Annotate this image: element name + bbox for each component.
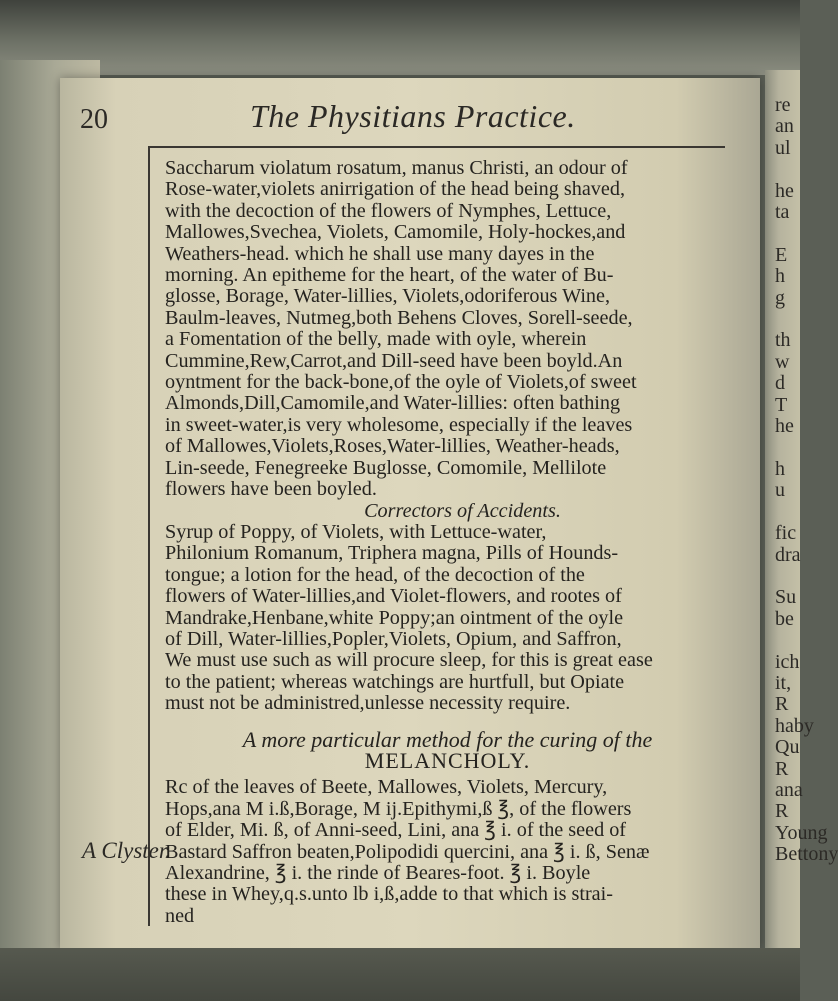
scan-background-top (0, 0, 800, 75)
text-line: Mandrake,Henbane,white Poppy;an ointment of the oyle (165, 606, 624, 629)
text-line: in sweet-water,is very wholesome, especially if the leaves (165, 413, 633, 436)
margin-note: A Clyster. (82, 838, 172, 863)
section-subtitle: MELANCHOLY. (364, 747, 531, 773)
facing-page-text-fragments: re an ul he ta E h g th w d T he h u fic dra Su be ich it, R haby Qu R ana R Young Bettony (775, 94, 838, 866)
subheading-correctors: Correctors of Accidents. (364, 499, 561, 522)
header-rule (150, 146, 725, 148)
text-line: Philonium Romanum, Triphera magna, Pills of Hounds- (165, 542, 619, 565)
text-line: Cummine,Rew,Carrot,and Dill-seed have been boyld.An (165, 349, 623, 372)
text-line: ned (165, 904, 195, 927)
text-line: Bastard Saffron beaten,Polipodidi quercini, ana ℥ i. ß, Senæ (165, 840, 650, 863)
text-line: We must use such as will procure sleep, for this is great ease (165, 649, 653, 672)
text-line: morning. An epitheme for the heart, of the water of Bu- (165, 264, 614, 287)
text-line: flowers of Water-lillies,and Violet-flowers, and rootes of (165, 585, 622, 608)
text-line: must not be administred,unlesse necessity require. (165, 692, 571, 715)
text-line: Mallowes,Svechea, Violets, Camomile, Holy-hockes,and (165, 221, 626, 244)
paragraph-remedies (165, 158, 730, 501)
section-title: A more particular method for the curing of the (242, 726, 653, 752)
text-line: tongue; a lotion for the head, of the decoction of the (165, 563, 585, 586)
running-head: The Physitians Practice. (250, 98, 576, 134)
text-line: of Mallowes,Violets,Roses,Water-lillies, Weather-heads, (165, 435, 620, 458)
scan-background-bottom (0, 948, 800, 1001)
text-line: Baulm-leaves, Nutmeg,both Behens Cloves, Sorell-seede, (165, 306, 633, 329)
text-line: glosse, Borage, Water-lillies, Violets,odoriferous Wine, (165, 285, 611, 308)
body-text (165, 158, 730, 927)
paragraph-correctors (165, 522, 730, 715)
page-number: 20 (80, 104, 108, 135)
text-line: Saccharum violatum rosatum, manus Christi, an odour of (165, 157, 628, 179)
text-line: flowers have been boyled. (165, 478, 377, 501)
text-line: Rc of the leaves of Beete, Mallowes, Violets, Mercury, (165, 776, 608, 799)
text-line: of Elder, Mi. ß, of Anni-seed, Lini, ana ℥ i. of the seed of (165, 819, 627, 842)
text-line: Weathers-head. which he shall use many dayes in the (165, 242, 595, 265)
text-line: Almonds,Dill,Camomile,and Water-lillies: often bathing (165, 392, 621, 415)
paragraph-clyster-recipe (165, 777, 730, 927)
text-line: Syrup of Poppy, of Violets, with Lettuce-water, (165, 520, 547, 543)
text-line: Rose-water,violets anirrigation of the head being shaved, (165, 178, 625, 201)
text-line: Hops,ana M i.ß,Borage, M ij.Epithymi,ß ℥, of the flowers (165, 797, 632, 820)
text-line: a Fomentation of the belly, made with oyle, wherein (165, 328, 587, 351)
text-line: Lin-seede, Fenegreeke Buglosse, Comomile, Mellilote (165, 456, 607, 479)
text-line: with the decoction of the flowers of Nymphes, Lettuce, (165, 199, 612, 222)
text-line: oyntment for the back-bone,of the oyle of Violets,of sweet (165, 371, 637, 394)
text-line: Alexandrine, ℥ i. the rinde of Beares-foot. ℥ i. Boyle (165, 862, 591, 884)
text-line: these in Whey,q.s.unto lb i,ß,adde to that which is strai- (165, 883, 613, 906)
text-line: of Dill, Water-lillies,Popler,Violets, Opium, and Saffron, (165, 627, 622, 650)
text-line: to the patient; whereas watchings are hurtfull, but Opiate (165, 670, 625, 693)
margin-rule (148, 146, 150, 926)
